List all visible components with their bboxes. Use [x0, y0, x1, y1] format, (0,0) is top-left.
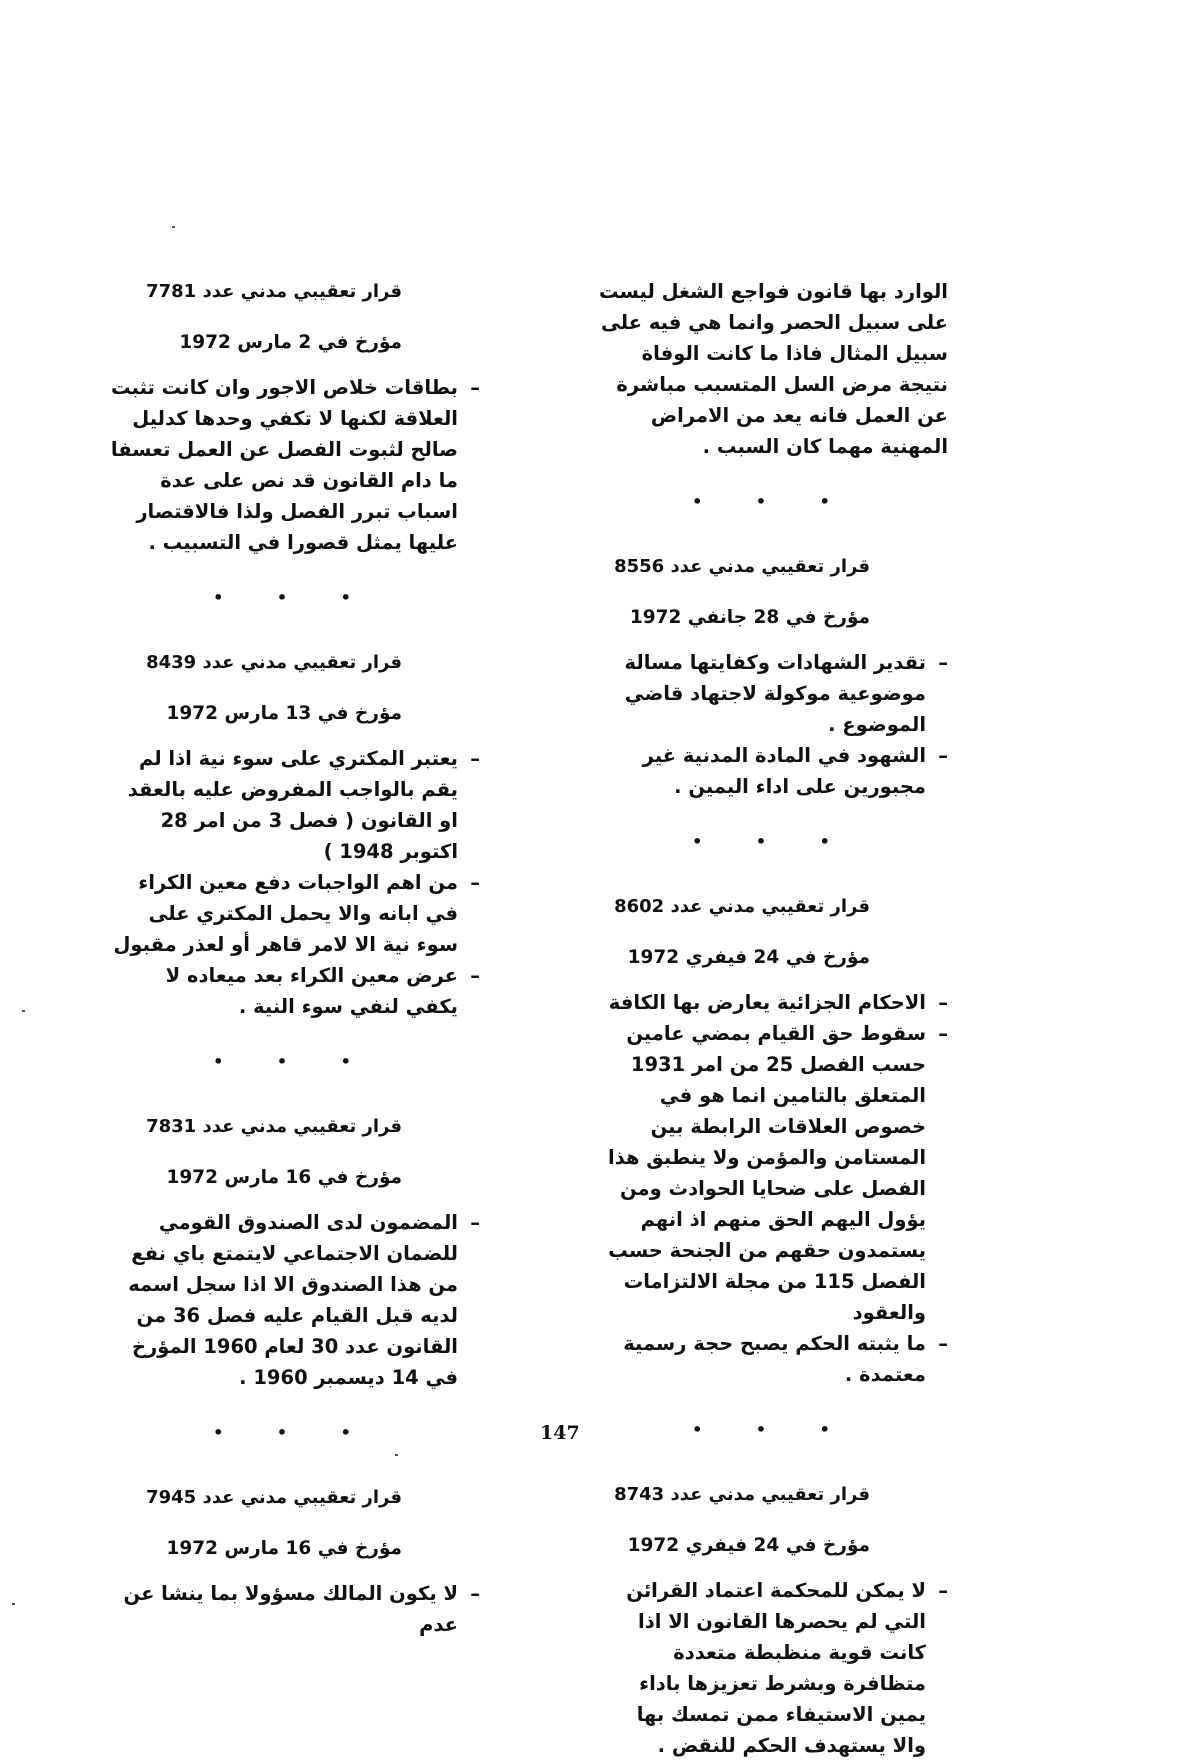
ruling-block [598, 1479, 948, 1761]
ruling-points [598, 647, 948, 802]
ruling-block [108, 1111, 480, 1393]
ruling-points [598, 987, 948, 1390]
section-separator: • • • [213, 1423, 375, 1442]
scan-speck [12, 1603, 15, 1605]
ruling-points [108, 372, 480, 558]
section-separator: • • • [692, 492, 854, 511]
scan-speck [172, 226, 175, 228]
ruling-title: قرار تعقيبي مدني عدد 8439 [146, 652, 402, 673]
page-number: 147 [540, 1422, 580, 1444]
ruling-point: – تقدير الشهادات وكفايتها مسالة موضوعية موكولة لاجتهاد قاضي الموضوع . [598, 647, 948, 740]
ruling-point: – ما يثبته الحكم يصبح حجة رسمية معتمدة . [598, 1328, 948, 1390]
scan-speck [22, 1010, 25, 1012]
ruling-point: – عرض معين الكراء بعد ميعاده لا يكفي لنفي سوء النية . [108, 960, 480, 1022]
section-separator: • • • [213, 1052, 375, 1071]
ruling-points [108, 743, 480, 1022]
scan-speck [395, 1454, 398, 1456]
ruling-points [108, 1578, 480, 1640]
ruling-title: قرار تعقيبي مدني عدد 8602 [614, 896, 870, 917]
ruling-title: قرار تعقيبي مدني عدد 8556 [614, 556, 870, 577]
ruling-title: قرار تعقيبي مدني عدد 7781 [146, 281, 402, 302]
ruling-point: – الشهود في المادة المدنية غير مجبورين على اداء اليمين . [598, 740, 948, 802]
ruling-block [108, 647, 480, 1022]
continuation-paragraph: الوارد بها قانون فواجع الشغل ليست على سبيل الحصر وانما هي فيه على سبيل المثال فاذا ما كانت الوفاة نتيجة مرض السل المتسبب مباشرة عن العمل فانه يعد من الامراض المهنية مهما كان السبب . [599, 280, 948, 458]
ruling-point: – يعتبر المكتري على سوء نية اذا لم يقم بالواجب المفروض عليه بالعقد او القانون ( فصل 3 من امر 28 اكتوبر 1948 ) [108, 743, 480, 867]
ruling-point: – المضمون لدى الصندوق القومي للضمان الاجتماعي لايتمتع باي نفع من هذا الصندوق الا اذا سجل اسمه لديه قبل القيام عليه فصل 36 من القانون عدد 30 لعام 1960 المؤرخ في 14 ديسمبر 1960 . [108, 1207, 480, 1393]
ruling-title: قرار تعقيبي مدني عدد 7945 [146, 1487, 402, 1508]
ruling-point: – من اهم الواجبات دفع معين الكراء في ابانه والا يحمل المكتري على سوء نية الا لامر قاهر أو لعذر مقبول [108, 867, 480, 960]
section-separator: • • • [213, 588, 375, 607]
ruling-point: – لا يمكن للمحكمة اعتماد القرائن التي لم يحصرها القانون الا اذا كانت قوية منظبطة متعددة متظافرة وبشرط تعزيزها باداء يمين الاستيفاء ممن تمسك بها والا يستهدف الحكم للنقض . [598, 1575, 948, 1761]
ruling-points [108, 1207, 480, 1393]
ruling-block [108, 276, 480, 558]
ruling-point: – الاحكام الجزائية يعارض بها الكافة [598, 987, 948, 1018]
ruling-title: قرار تعقيبي مدني عدد 8743 [614, 1484, 870, 1505]
ruling-block [598, 891, 948, 1390]
section-separator: • • • [692, 1420, 854, 1439]
ruling-title: قرار تعقيبي مدني عدد 7831 [146, 1116, 402, 1137]
ruling-date: مؤرخ في 16 مارس 1972 [166, 1167, 402, 1188]
ruling-date: مؤرخ في 28 جانفي 1972 [629, 607, 870, 628]
ruling-date: مؤرخ في 2 مارس 1972 [179, 332, 402, 353]
ruling-date: مؤرخ في 24 فيفري 1972 [627, 947, 870, 968]
ruling-block [598, 551, 948, 802]
section-separator: • • • [692, 832, 854, 851]
ruling-point: – بطاقات خلاص الاجور وان كانت تثبت العلاقة لكنها لا تكفي وحدها كدليل صالح لثبوت الفصل عن العمل تعسفا ما دام القانون قد نص على عدة اسباب تبرر الفصل ولذا فالاقتصار عليها يمثل قصورا في التسبيب . [108, 372, 480, 558]
ruling-block [108, 1482, 480, 1640]
right-column [598, 276, 948, 1761]
ruling-point: – لا يكون المالك مسؤولا بما ينشا عن عدم [108, 1578, 480, 1640]
ruling-points [598, 1575, 948, 1761]
ruling-date: مؤرخ في 24 فيفري 1972 [627, 1535, 870, 1556]
ruling-point: – سقوط حق القيام بمضي عامين حسب الفصل 25 من امر 1931 المتعلق بالتامين انما هو في خصوص العلاقات الرابطة بين المستامن والمؤمن ولا ينطبق هذا الفصل على ضحايا الحوادث ومن يؤول اليهم الحق منهم اذ انهم يستمدون حقهم من الجنحة حسب الفصل 115 من مجلة الالتزامات والعقود [598, 1018, 948, 1328]
ruling-date: مؤرخ في 16 مارس 1972 [166, 1538, 402, 1559]
ruling-date: مؤرخ في 13 مارس 1972 [166, 703, 402, 724]
left-column [108, 276, 480, 1640]
